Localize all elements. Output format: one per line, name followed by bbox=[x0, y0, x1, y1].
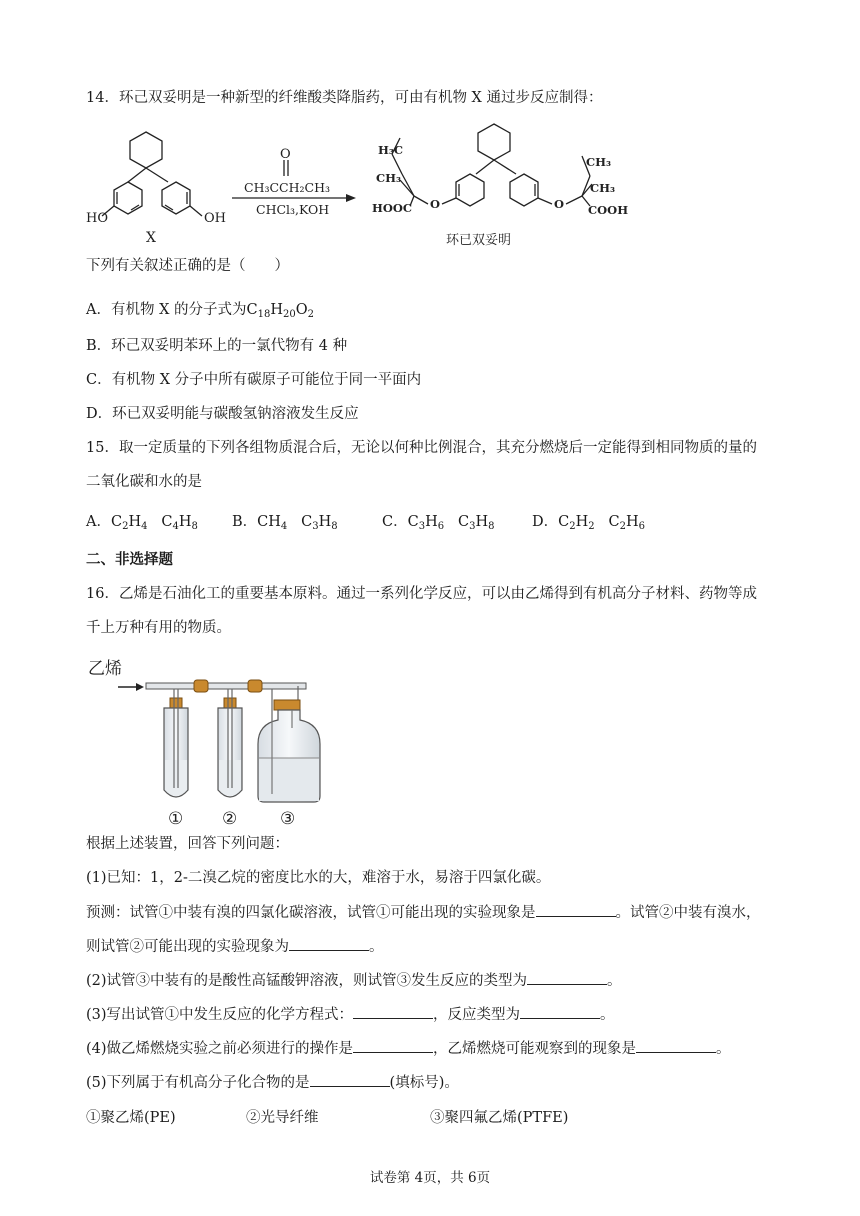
reagent-top: CH₃CCH₂CH₃ bbox=[244, 180, 330, 195]
q16-choice-2: ②光导纤维 bbox=[246, 1110, 319, 1126]
product-ch3-right-top: CH₃ bbox=[586, 155, 612, 169]
q16-choice-3: ③聚四氟乙烯(PTFE) bbox=[430, 1110, 569, 1126]
q15-stem-line2: 二氧化碳和水的是 bbox=[86, 474, 202, 490]
q16-stem-line1: 16．乙烯是石油化工的重要基本原料。通过一系列化学反应，可以由乙烯得到有机高分子材料、药物等成 bbox=[86, 586, 757, 602]
q15-option-b: B．$CH_4$ $C_3H_8$ bbox=[232, 514, 338, 532]
tube-2-label: ② bbox=[222, 809, 238, 828]
q16-part1-known: (1)已知：1，2-二溴乙烷的密度比水的大，难溶于水，易溶于四氯化碳。 bbox=[86, 870, 551, 886]
ethylene-label: 乙烯 bbox=[88, 659, 122, 679]
answer-blank[interactable] bbox=[520, 1004, 600, 1019]
x-oh-label: OH bbox=[204, 211, 226, 226]
reagent-o: O bbox=[280, 147, 291, 162]
q16-part1-predict: 预测：试管①中装有溴的四氯化碳溶液，试管①可能出现的实验现象是 。试管②中装有溴水， bbox=[86, 902, 761, 923]
product-h3c: H₃C bbox=[378, 143, 404, 157]
product-cooh: COOH bbox=[588, 203, 629, 217]
product-label: 环已双妥明 bbox=[446, 233, 512, 248]
q14-reaction-figure bbox=[0, 118, 860, 278]
q15-option-a: A．$C_2H_4$ $C_4H_8$ bbox=[86, 514, 198, 532]
q14-option-d: D．环已双妥明能与碳酸氢钠溶液发生反应 bbox=[86, 406, 359, 422]
q16-part2: (2)试管③中装有的是酸性高锰酸钾溶液，则试管③发生反应的类型为 。 bbox=[86, 970, 622, 991]
q14-option-c: C．有机物 X 分子中所有碳原子可能位于同一平面内 bbox=[86, 372, 422, 388]
q15-option-d: D．$C_2H_2$ $C_2H_6$ bbox=[532, 514, 645, 532]
q15-stem-line1: 15．取一定质量的下列各组物质混合后，无论以何种比例混合，其充分燃烧后一定能得到相同物质的量的 bbox=[86, 440, 757, 456]
q16-part4: (4)做乙烯燃烧实验之前必须进行的操作是 ，乙烯燃烧可能观察到的现象是 。 bbox=[86, 1038, 731, 1059]
answer-blank[interactable] bbox=[289, 936, 369, 951]
answer-blank[interactable] bbox=[353, 1004, 433, 1019]
q16-part1-predict-cont: 则试管②可能出现的实验现象为 。 bbox=[86, 936, 384, 957]
q16-choice-1: ①聚乙烯(PE) bbox=[86, 1110, 176, 1126]
page-footer: 试卷第 4页，共 6页 bbox=[369, 1170, 491, 1186]
q16-apparatus-figure bbox=[82, 648, 332, 828]
q14-option-a: A．有机物 X 的分子式为$C_{18}H_{20}O_2$ bbox=[86, 302, 315, 320]
reagent-bottom: CHCl₃,KOH bbox=[256, 202, 330, 217]
x-ho-label: HO bbox=[86, 211, 108, 226]
q14-stem: 14．环己双妥明是一种新型的纤维酸类降脂药，可由有机物 X 通过步反应制得： bbox=[86, 90, 603, 106]
product-hooc: HOOC bbox=[372, 201, 413, 215]
formula-c18h20o2: $C_{18}H_{20}O_2$ bbox=[246, 302, 315, 320]
tube-1-label: ① bbox=[168, 809, 184, 828]
q16-stem-line2: 千上万种有用的物质。 bbox=[86, 620, 231, 636]
q16-intro: 根据上述装置，回答下列问题： bbox=[86, 836, 289, 852]
product-ch3-right-mid: CH₃ bbox=[590, 181, 616, 195]
product-ch3-left: CH₃ bbox=[376, 171, 402, 185]
answer-blank[interactable] bbox=[310, 1072, 390, 1087]
answer-blank[interactable] bbox=[536, 902, 616, 917]
q16-part5: (5)下列属于有机高分子化合物的是 (填标号)。 bbox=[86, 1072, 459, 1093]
q16-part3: (3)写出试管①中发生反应的化学方程式： ，反应类型为 。 bbox=[86, 1004, 615, 1025]
q15-option-c: C．$C_3H_6$ $C_3H_8$ bbox=[382, 514, 495, 532]
x-label: X bbox=[146, 230, 156, 246]
section-heading: 二、非选择题 bbox=[86, 551, 173, 568]
q14-question: 下列有关叙述正确的是（ ） bbox=[86, 258, 289, 274]
product-o-left: O bbox=[430, 197, 441, 211]
answer-blank[interactable] bbox=[527, 970, 607, 985]
product-o-right: O bbox=[554, 197, 565, 211]
q14-option-b: B．环己双妥明苯环上的一氯代物有 4 种 bbox=[86, 338, 348, 354]
bottle-3-label: ③ bbox=[280, 809, 296, 828]
answer-blank[interactable] bbox=[636, 1038, 716, 1053]
answer-blank[interactable] bbox=[353, 1038, 433, 1053]
